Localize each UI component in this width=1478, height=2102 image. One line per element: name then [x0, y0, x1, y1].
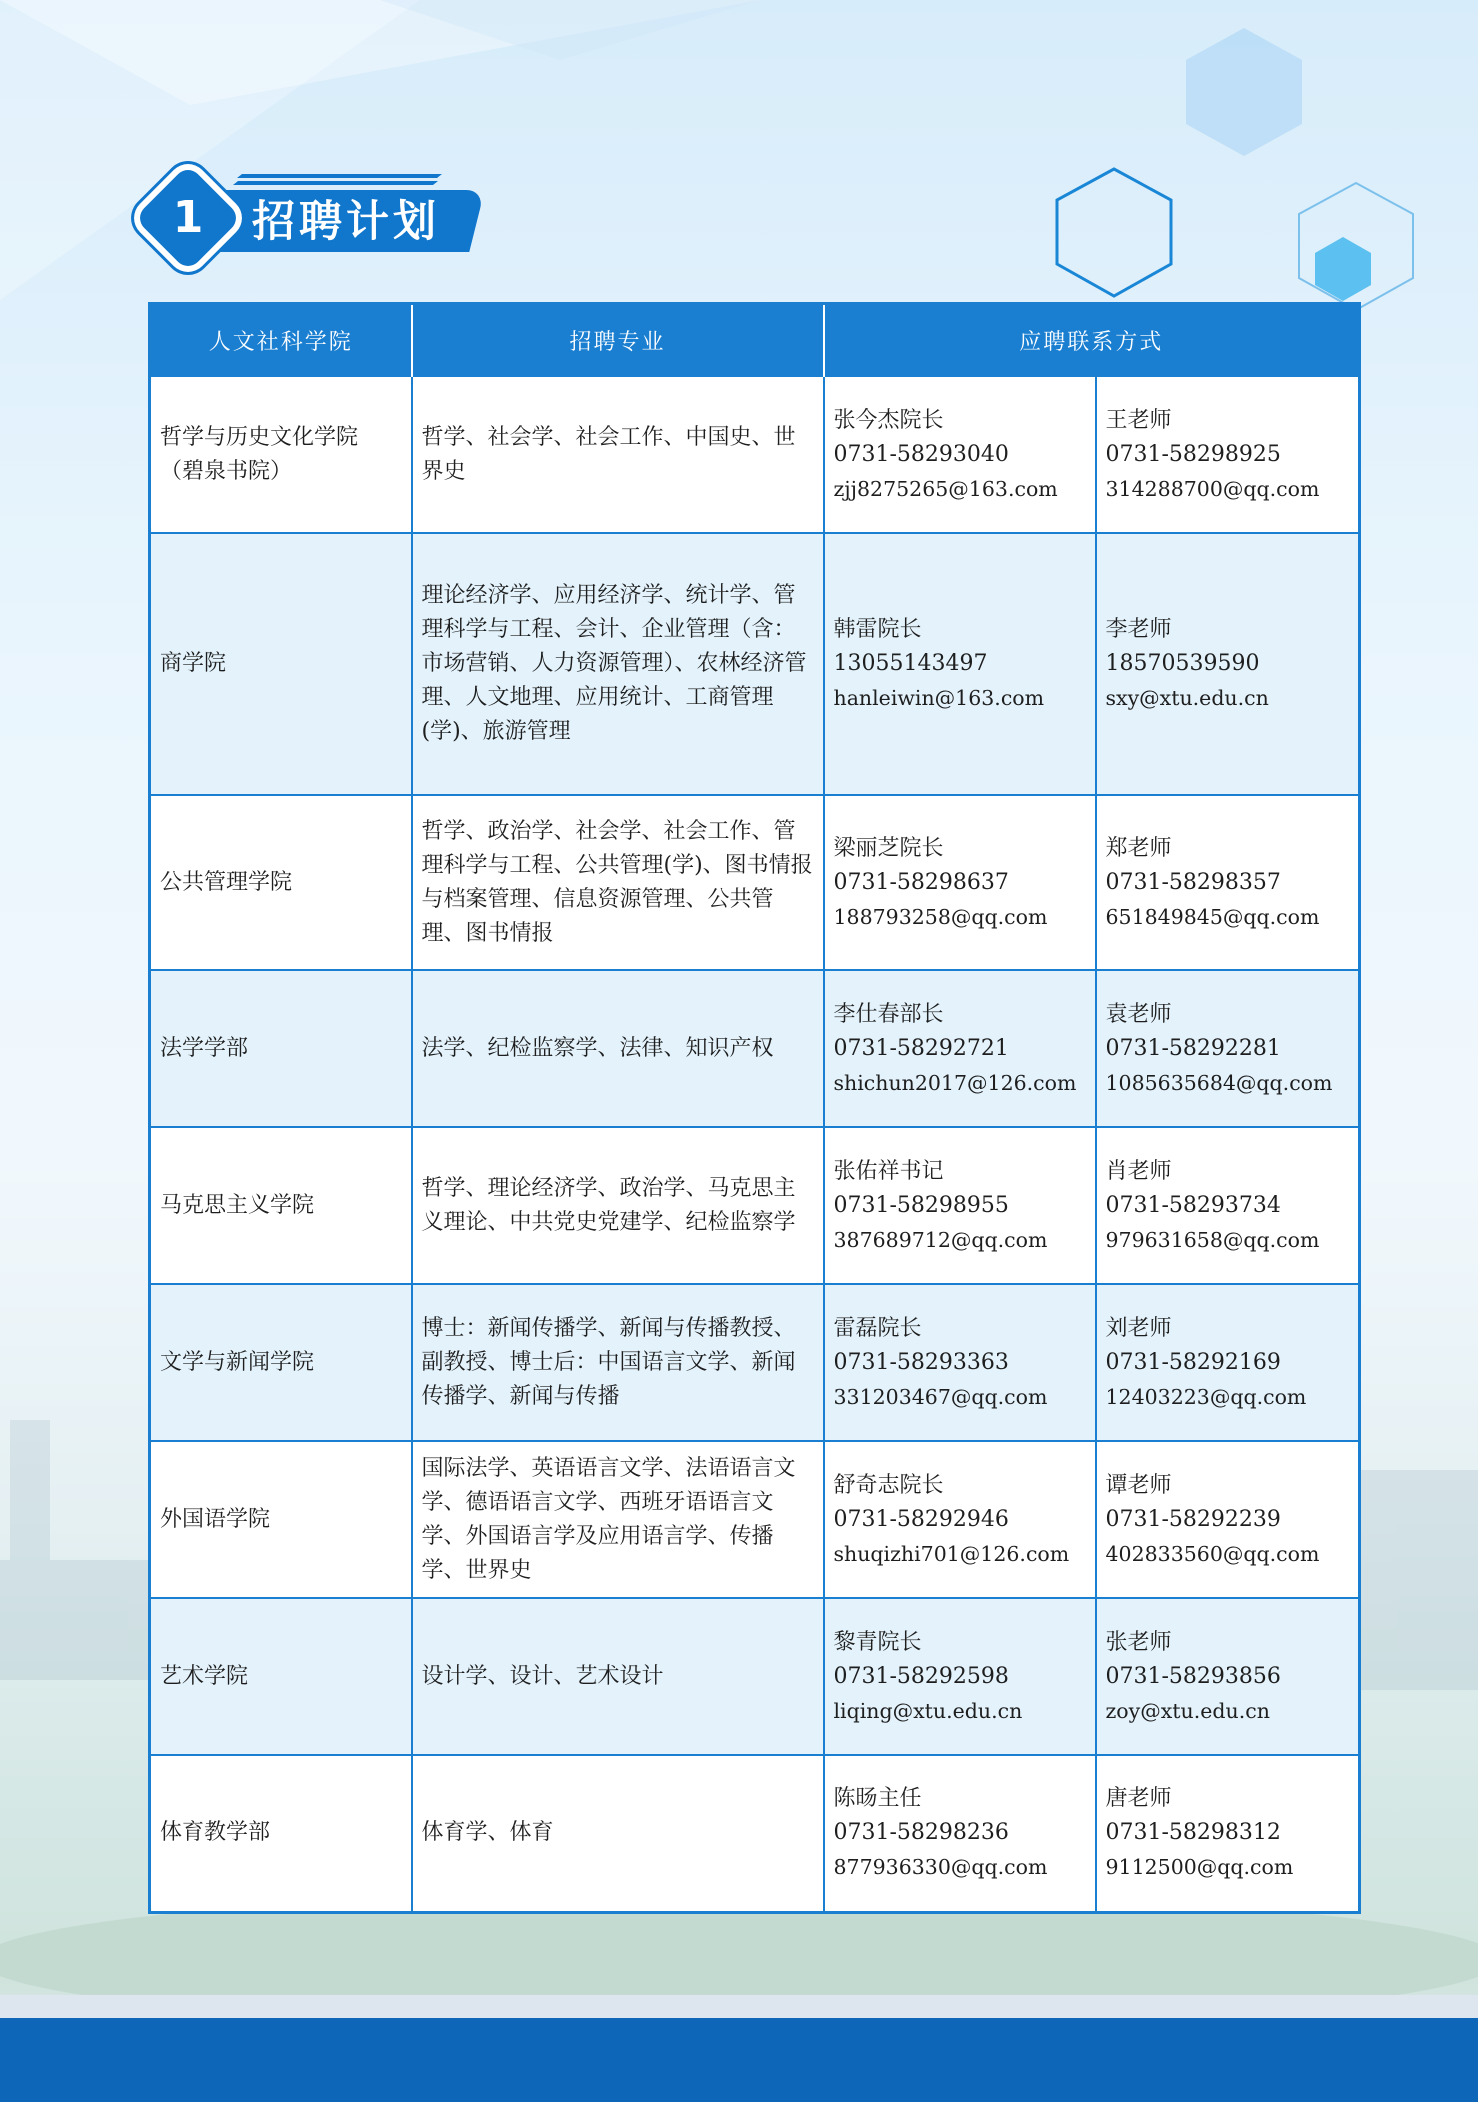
- table-row: [150, 1755, 1360, 1912]
- majors-cell: 博士：新闻传播学、新闻与传播教授、副教授、博士后：中国语言文学、新闻传播学、新闻与传播: [412, 1284, 824, 1441]
- contact-email: 387689712@qq.com: [833, 1227, 1048, 1252]
- table-row: [150, 533, 1360, 795]
- recruitment-table: [148, 302, 1361, 1914]
- contact-phone: 0731-58293040: [833, 441, 1009, 467]
- contact-email: zjj8275265@163.com: [833, 476, 1058, 501]
- contact-name: 陈旸主任: [833, 1786, 922, 1812]
- contact-phone: 0731-58298955: [833, 1192, 1009, 1218]
- contact-name: 郑老师: [1105, 835, 1172, 861]
- footer-band-light: [0, 1995, 1478, 2018]
- contact-phone: 0731-58292598: [833, 1663, 1009, 1689]
- contact-email: 331203467@qq.com: [833, 1384, 1048, 1409]
- contact-name: 唐老师: [1105, 1786, 1172, 1812]
- contact-name: 韩雷院长: [833, 617, 922, 642]
- majors-cell: 设计学、设计、艺术设计: [412, 1598, 824, 1755]
- table-row: [150, 1598, 1360, 1755]
- section-heading: [142, 168, 482, 258]
- contact-phone: 13055143497: [833, 651, 988, 676]
- majors-cell: 国际法学、英语语言文学、法语语言文学、德语语言文学、西班牙语语言文学、外国语言学及应用语言学、传播学、世界史: [412, 1441, 824, 1598]
- contact-phone: 0731-58292946: [833, 1506, 1009, 1532]
- contact-name: 王老师: [1105, 407, 1172, 433]
- majors-cell: 哲学、理论经济学、政治学、马克思主义理论、中共党史党建学、纪检监察学: [412, 1127, 824, 1284]
- primary-contact-cell: [824, 1284, 1096, 1441]
- contact-email: zoy@xtu.edu.cn: [1105, 1698, 1270, 1723]
- secondary-contact-cell: [1096, 1284, 1360, 1441]
- secondary-contact-cell: [1096, 1127, 1360, 1284]
- contact-email: 314288700@qq.com: [1105, 476, 1320, 501]
- contact-name: 雷磊院长: [833, 1315, 922, 1341]
- contact-phone: 0731-58292721: [833, 1035, 1009, 1061]
- contact-phone: 0731-58292281: [1105, 1035, 1281, 1061]
- primary-contact-cell: [824, 1755, 1096, 1912]
- contact-name: 黎青院长: [833, 1629, 922, 1655]
- college-cell: 体育教学部: [150, 1755, 412, 1912]
- contact-name: 李仕春部长: [833, 1001, 944, 1027]
- secondary-contact-cell: [1096, 533, 1360, 795]
- contact-phone: 0731-58292239: [1105, 1506, 1281, 1532]
- college-cell: 外国语学院: [150, 1441, 412, 1598]
- contact-phone: 0731-58298637: [833, 869, 1009, 895]
- college-cell: 公共管理学院: [150, 795, 412, 970]
- contact-name: 梁丽芝院长: [833, 835, 944, 861]
- college-cell: 文学与新闻学院: [150, 1284, 412, 1441]
- contact-phone: 0731-58298312: [1105, 1820, 1281, 1846]
- contact-email: 1085635684@qq.com: [1105, 1070, 1333, 1095]
- college-cell: 法学学部: [150, 970, 412, 1127]
- contact-email: 402833560@qq.com: [1105, 1541, 1320, 1566]
- secondary-contact-cell: [1096, 1598, 1360, 1755]
- primary-contact-cell: [824, 533, 1096, 795]
- college-cell: 艺术学院: [150, 1598, 412, 1755]
- college-cell: 马克思主义学院: [150, 1127, 412, 1284]
- contact-phone: 0731-58298236: [833, 1820, 1009, 1846]
- table-row: [150, 1127, 1360, 1284]
- contact-name: 张老师: [1105, 1629, 1172, 1655]
- primary-contact-cell: [824, 1127, 1096, 1284]
- primary-contact-cell: [824, 795, 1096, 970]
- contact-name: 刘老师: [1105, 1315, 1172, 1341]
- contact-email: liqing@xtu.edu.cn: [833, 1698, 1023, 1723]
- contact-phone: 18570539590: [1105, 651, 1260, 676]
- section-title: 招聘计划: [252, 197, 440, 247]
- college-cell: 哲学与历史文化学院（碧泉书院）: [150, 376, 412, 533]
- contact-email: 979631658@qq.com: [1105, 1227, 1320, 1252]
- secondary-contact-cell: [1096, 1441, 1360, 1598]
- table-row: [150, 970, 1360, 1127]
- majors-cell: 体育学、体育: [412, 1755, 824, 1912]
- contact-email: hanleiwin@163.com: [833, 686, 1045, 710]
- contact-email: 12403223@qq.com: [1105, 1384, 1307, 1409]
- contact-email: 9112500@qq.com: [1105, 1855, 1294, 1880]
- table-row: [150, 376, 1360, 533]
- contact-name: 肖老师: [1105, 1158, 1172, 1184]
- contact-email: 188793258@qq.com: [833, 904, 1048, 929]
- header-majors: 招聘专业: [412, 304, 824, 377]
- contact-email: sxy@xtu.edu.cn: [1105, 686, 1269, 710]
- footer-band: [0, 2018, 1478, 2102]
- header-contact: 应聘联系方式: [824, 304, 1360, 377]
- primary-contact-cell: [824, 376, 1096, 533]
- secondary-contact-cell: [1096, 1755, 1360, 1912]
- college-cell: 商学院: [150, 533, 412, 795]
- majors-cell: 法学、纪检监察学、法律、知识产权: [412, 970, 824, 1127]
- contact-phone: 0731-58298357: [1105, 869, 1281, 895]
- heading-stripes-decoration: [232, 174, 442, 188]
- majors-cell: 理论经济学、应用经济学、统计学、管理科学与工程、会计、企业管理（含：市场营销、人力资源管理）、农林经济管理、人文地理、应用统计、工商管理(学)、旅游管理: [412, 533, 824, 795]
- contact-phone: 0731-58293734: [1105, 1192, 1281, 1218]
- secondary-contact-cell: [1096, 795, 1360, 970]
- table-header-row: [150, 304, 1360, 377]
- contact-name: 谭老师: [1105, 1472, 1172, 1498]
- majors-cell: 哲学、政治学、社会学、社会工作、管理科学与工程、公共管理(学)、图书情报与档案管理、信息资源管理、公共管理、图书情报: [412, 795, 824, 970]
- contact-name: 张佑祥书记: [833, 1158, 944, 1184]
- table-row: [150, 1284, 1360, 1441]
- secondary-contact-cell: [1096, 376, 1360, 533]
- contact-email: 651849845@qq.com: [1105, 904, 1320, 929]
- table-row: [150, 795, 1360, 970]
- contact-name: 李老师: [1105, 617, 1172, 642]
- heading-number: 1: [172, 192, 204, 243]
- primary-contact-cell: [824, 970, 1096, 1127]
- table-row: [150, 1441, 1360, 1598]
- majors-cell: 哲学、社会学、社会工作、中国史、世界史: [412, 376, 824, 533]
- contact-name: 袁老师: [1105, 1001, 1172, 1027]
- contact-name: 张今杰院长: [833, 407, 944, 433]
- recruitment-table-container: [148, 302, 1358, 1910]
- contact-phone: 0731-58298925: [1105, 441, 1281, 467]
- header-college: 人文社科学院: [150, 304, 412, 377]
- contact-phone: 0731-58292169: [1105, 1349, 1281, 1375]
- contact-email: shuqizhi701@126.com: [833, 1541, 1070, 1566]
- contact-email: 877936330@qq.com: [833, 1855, 1048, 1880]
- secondary-contact-cell: [1096, 970, 1360, 1127]
- contact-phone: 0731-58293363: [833, 1349, 1009, 1375]
- contact-email: shichun2017@126.com: [833, 1070, 1077, 1095]
- primary-contact-cell: [824, 1598, 1096, 1755]
- contact-name: 舒奇志院长: [833, 1472, 944, 1498]
- contact-phone: 0731-58293856: [1105, 1663, 1281, 1689]
- primary-contact-cell: [824, 1441, 1096, 1598]
